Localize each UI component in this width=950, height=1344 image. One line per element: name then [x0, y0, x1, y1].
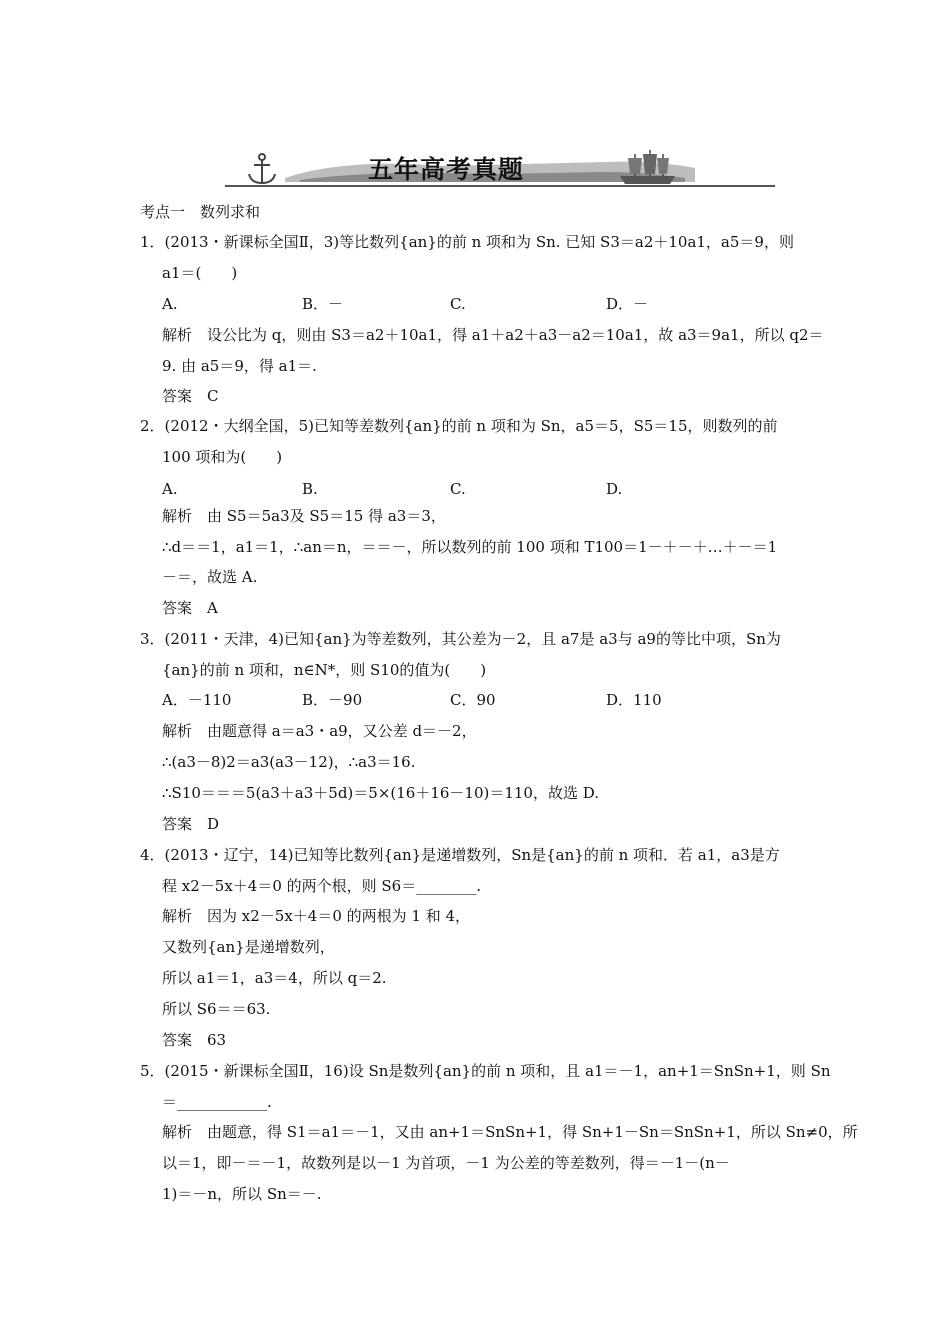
- q1-option-a: A.: [162, 295, 178, 313]
- section-heading: 考点一 数列求和: [140, 203, 261, 221]
- q1-solution-cont: 9. 由 a5＝9，得 a1＝.: [162, 357, 317, 375]
- q3-solution-cont-2: ∴S10＝＝＝5(a3＋a3＋5d)＝5×(16＋16－10)＝110，故选 D.: [162, 784, 600, 802]
- q4-answer: 答案 63: [162, 1031, 227, 1049]
- question-1-stem: 1．(2013・新课标全国Ⅱ，3)等比数列{an}的前 n 项和为 Sn. 已知 S3＝a2＋10a1，a5＝9，则: [140, 233, 794, 251]
- anchor-icon: [249, 154, 275, 183]
- question-5-stem-cont: ＝____________.: [162, 1093, 272, 1111]
- question-5-stem: 5．(2015・新课标全国Ⅱ，16)设 Sn是数列{an}的前 n 项和，且 a1＝－1，an+1＝SnSn+1，则 Sn: [140, 1062, 831, 1080]
- q3-solution-cont: ∴(a3－8)2＝a3(a3－12)，∴a3＝16.: [162, 753, 416, 771]
- q1-option-d: D．－: [606, 295, 649, 313]
- question-4-stem: 4．(2013・辽宁，14)已知等比数列{an}是递增数列，Sn是{an}的前 n 项和．若 a1，a3是方: [140, 846, 780, 864]
- question-2-stem-cont: 100 项和为( ): [162, 448, 283, 466]
- q3-option-c: C．90: [450, 691, 496, 709]
- q3-option-d: D．110: [606, 691, 662, 709]
- q3-solution: 解析 由题意得 a＝a3・a9，又公差 d＝－2，: [162, 722, 477, 740]
- q2-answer: 答案 A: [162, 599, 218, 617]
- q5-solution-cont-2: 1)＝－n，所以 Sn＝－.: [162, 1185, 322, 1203]
- q3-answer: 答案 D: [162, 815, 220, 833]
- q4-solution-cont-2: 所以 a1＝1，a3＝4，所以 q＝2.: [162, 969, 387, 987]
- question-4-stem-cont: 程 x2－5x＋4＝0 的两个根，则 S6＝________.: [162, 877, 481, 895]
- question-2-stem: 2．(2012・大纲全国，5)已知等差数列{an}的前 n 项和为 Sn，a5＝5，S5＝15，则数列的前: [140, 417, 778, 435]
- q5-solution: 解析 由题意，得 S1＝a1＝－1，又由 an+1＝SnSn+1，得 Sn+1－Sn＝SnSn+1，所以 Sn≠0，所: [162, 1123, 858, 1141]
- q4-solution-cont-3: 所以 S6＝＝63.: [162, 1000, 271, 1018]
- q2-solution-cont: ∴d＝＝1，a1＝1，∴an＝n，＝＝－，所以数列的前 100 项和 T100＝1－＋－＋…＋－＝1: [162, 538, 778, 556]
- q1-option-c: C.: [450, 295, 466, 313]
- q3-option-a: A．－110: [162, 691, 232, 709]
- question-3-stem: 3．(2011・天津，4)已知{an}为等差数列，其公差为－2，且 a7是 a3与 a9的等比中项，Sn为: [140, 630, 781, 648]
- q2-solution: 解析 由 S5＝5a3及 S5＝15 得 a3＝3，: [162, 507, 446, 525]
- page-title: 五年高考真题: [368, 155, 525, 184]
- q2-option-a: A.: [162, 480, 178, 498]
- question-3-stem-cont: {an}的前 n 项和，n∈N*，则 S10的值为( ): [162, 661, 487, 679]
- q2-option-d: D.: [606, 480, 623, 498]
- q4-solution: 解析 因为 x2－5x＋4＝0 的两根为 1 和 4，: [162, 907, 471, 925]
- q3-option-b: B．－90: [302, 691, 363, 709]
- q2-solution-cont-2: －＝，故选 A.: [162, 568, 258, 586]
- question-1-stem-cont: a1＝( ): [162, 264, 238, 282]
- q2-option-c: C.: [450, 480, 466, 498]
- q5-solution-cont: 以＝1，即－＝－1，故数列是以－1 为首项，－1 为公差的等差数列，得＝－1－(n－: [162, 1154, 730, 1172]
- q2-option-b: B.: [302, 480, 318, 498]
- q1-solution: 解析 设公比为 q，则由 S3＝a2＋10a1，得 a1＋a2＋a3－a2＝10a1，故 a3＝9a1，所以 q2＝: [162, 326, 824, 344]
- q4-solution-cont: 又数列{an}是递增数列，: [162, 938, 335, 956]
- q1-option-b: B．－: [302, 295, 344, 313]
- q1-answer: 答案 C: [162, 387, 219, 405]
